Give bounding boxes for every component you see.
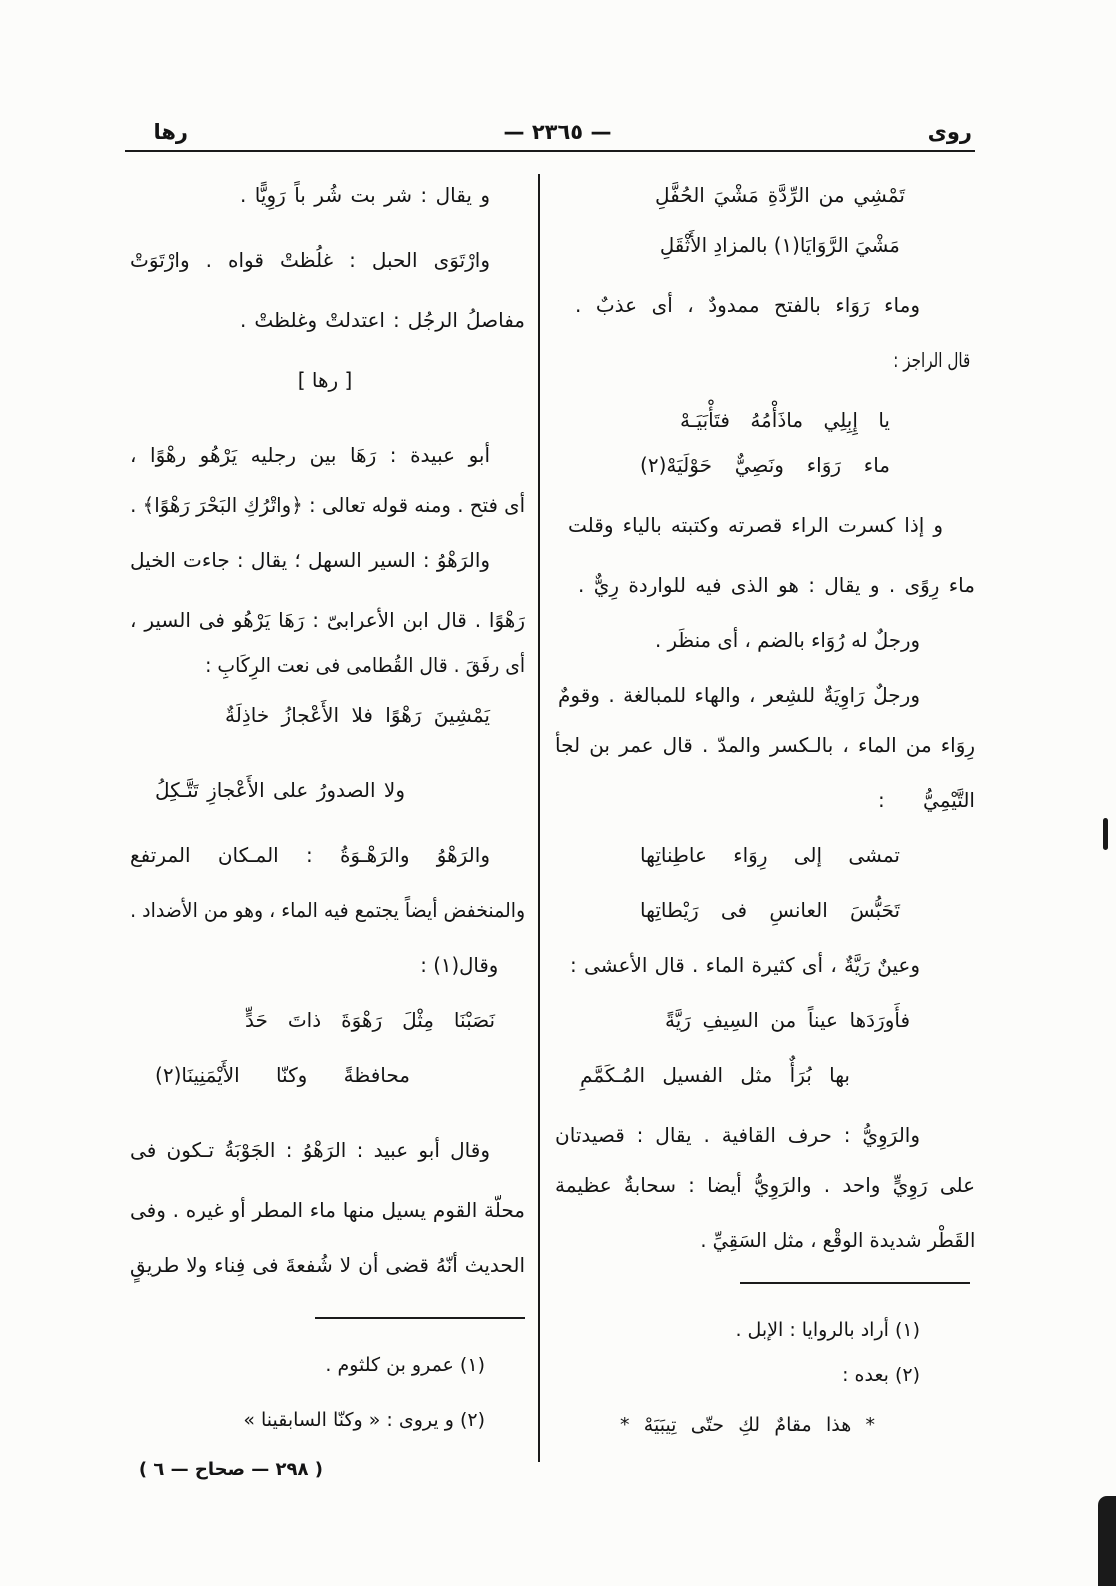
verse-line (245, 1000, 495, 1040)
verse-line-text: محافظةً وكنّا الأَيْمَنِينَا(٢) (155, 1063, 410, 1087)
text-line-text: رَهْوًا . قال ابن الأعرابىّ : رَهَا يَرْهُو فى السير ، (130, 608, 525, 632)
text-line (655, 620, 920, 660)
text-line (205, 645, 525, 685)
verse-line (660, 225, 900, 265)
text-line (578, 565, 975, 605)
text-line (558, 675, 920, 715)
footnote-verse (620, 1405, 875, 1445)
footnote-text: (١) أراد بالروايا : الإبل . (735, 1319, 920, 1341)
scan-edge-shadow (1098, 1496, 1116, 1586)
footnote-text: (٢) بعده : (842, 1364, 920, 1386)
text-line-text: والرَهْوُ : السير السهل ؛ يقال : جاءت الخيل (129, 548, 490, 572)
text-line-text: ورجلٌ له رُوَاء بالضم ، أى منظَر . (654, 628, 920, 652)
text-line-text: ماء رِوًى . و يقال : هو الذى فيه للواردة رِيٌّ . (578, 573, 975, 597)
text-line-text: أى فتح . ومنه قوله تعالى : ﴿واتْرُكِ البَحْرَ رَهْوًا﴾ . (129, 493, 525, 517)
footnote-verse-text: * هذا مقامٌ لكِ حتّى تِيبَيَهْ * (620, 1414, 875, 1436)
entry-heading (290, 360, 360, 400)
verse-line-text: ولا الصدورُ على الأَعْجازِ تَتَّـكِلُ (155, 778, 405, 802)
verse-line (640, 835, 900, 875)
text-line (893, 340, 970, 380)
footnote-rule (740, 1282, 970, 1284)
text-line-text: والمنخفض أيضاً يجتمع فيه الماء ، وهو من الأضداد . (130, 898, 525, 922)
verse-line-text: تمشى إلى رِوَاء عاطِناتِها (640, 843, 900, 867)
verse-line (680, 400, 890, 440)
footnote-text: (١) عمرو بن كلثوم . (325, 1354, 485, 1376)
verse-line-text: يَمْشِينَ رَهْوًا فلا الأَعْجازُ خاذِلَةٌ (225, 703, 490, 727)
text-line-text: وقال أبو عبيد : الرَهْوُ : الجَوْبَةُ تـكون فى (130, 1138, 490, 1162)
running-head-right-text: روى (927, 120, 972, 144)
text-line-text: و إذا كسرت الراء قصرته وكتبته بالياء وقلت (568, 513, 943, 537)
verse-line-text: بها بُرَأٌ مثل الفسيل المُـكَمَّمِ (580, 1063, 850, 1087)
text-line (240, 300, 525, 340)
page-number (495, 112, 620, 152)
signature-mark-text: ( ٢٩٨ — صحاح — ٦ ) (138, 1459, 323, 1480)
text-line (130, 435, 490, 475)
text-line-text: وماء رَوَاء بالفتح ممدودٌ ، أى عذبٌ . (575, 293, 920, 317)
text-line-text: الحديث أنّهُ قضى أن لا شُفعةَ فى فِناء ولا طريقٍ (130, 1253, 525, 1277)
verse-line-text: يا إِبِلِي ماذَأْمُهُ فتَأْبَيَـهْ (680, 408, 890, 432)
scan-edge-mark (1103, 818, 1108, 850)
running-head-left (140, 112, 188, 152)
footnote-text: (٢) و يروى : « وكنّا السابقينا » (243, 1409, 485, 1431)
verse-line-text: تَحَبُّسَ العانسِ فى رَيْطاتِها (640, 898, 900, 922)
header-rule (125, 150, 975, 152)
footnote-rule (315, 1317, 525, 1319)
verse-line (155, 770, 405, 810)
signature-mark (118, 1450, 323, 1490)
footnote (815, 1355, 920, 1395)
footnote (715, 1310, 920, 1350)
verse-line (655, 175, 905, 215)
text-line (130, 240, 490, 280)
footnote (225, 1400, 485, 1440)
verse-line (665, 1000, 910, 1040)
verse-line (640, 890, 900, 930)
entry-heading-text: [ رها ] (297, 368, 353, 392)
text-line (570, 945, 920, 985)
text-line-text: ورجلٌ رَاوِيَةٌ للشِعر ، والهاء للمبالغة . وقومٌ (557, 683, 920, 707)
verse-line (640, 445, 890, 485)
text-line-text: وارْتَوَى الحبل : غلُظتْ قواه . وارْتَوَتْ (130, 248, 490, 272)
text-line (130, 600, 525, 640)
text-line (568, 505, 943, 545)
text-line-text: محلّة القوم يسيل منها ماء المطر أو غيره . وفى (130, 1198, 525, 1222)
text-line (130, 485, 525, 525)
running-head-right (922, 112, 972, 152)
text-line-text: أى رفَقَ . قال القُطامى فى نعت الرِكَابِ : (204, 653, 525, 677)
verse-line (225, 695, 490, 735)
verse-line-text: ماء رَوَاء ونَصِيٌّ حَوْلَيَهْ(٢) (640, 453, 890, 477)
verse-line-text: نَصَبْنَا مِثْلَ رَهْوَةَ ذاتَ حَدٍّ (245, 1008, 495, 1032)
text-line-text: التَّيْمِيُّ : (878, 788, 975, 812)
text-line-text: وعينٌ رَيَّةٌ ، أى كثيرة الماء . قال الأعشى : (570, 953, 920, 977)
text-line (555, 1115, 920, 1155)
verse-line-text: مَشْيَ الرَّوَايَا(١) بالمزادِ الأَثْقَلِ (659, 233, 900, 257)
text-line-text: أبو عبيدة : رَهَا بين رجليه يَرْهُو رهْوًا ، (130, 443, 490, 467)
verse-line (155, 1055, 410, 1095)
text-line (240, 175, 490, 215)
page-number-text: — ٢٣٦٥ — (503, 120, 612, 144)
text-line-text: على رَوِيٍّ واحد . والرَوِيُّ أيضا : سحابةٌ عظيمة (554, 1173, 975, 1197)
text-line-text: مفاصلُ الرجُل : اعتدلتْ وغلظتْ . (239, 308, 525, 332)
text-line (700, 1220, 975, 1260)
verse-line-text: فأَورَدَها عيناً من السِيفِ رَيَّةً (665, 1008, 910, 1032)
text-line-text: و يقال : شر بت شُر باً رَوِيًّا . (240, 183, 490, 207)
column-divider (538, 174, 540, 1462)
text-line-text: والرَهْوُ والرَهْـوَةُ : المـكان المرتفع (130, 843, 490, 867)
text-line-text: قال الراجز : (892, 348, 970, 372)
text-line (130, 835, 490, 875)
text-line-text: القَطْر شديدة الوقْع ، مثل السَقِيِّ . (699, 1228, 975, 1252)
text-line-text: رِوَاء من الماء ، بالـكسر والمدّ . قال عمر بن لجأ (555, 733, 975, 757)
text-line (130, 540, 490, 580)
text-line (130, 1245, 525, 1285)
footnote (305, 1345, 485, 1385)
text-line (130, 1190, 525, 1230)
text-line (575, 285, 920, 325)
verse-line (580, 1055, 850, 1095)
running-head-left-text: رها (153, 120, 188, 144)
text-line-text: وقال(١) : (419, 953, 498, 977)
text-line (130, 890, 525, 930)
text-line (555, 725, 975, 765)
text-line (878, 780, 975, 820)
text-line (130, 1130, 490, 1170)
text-line-text: والرَوِيُّ : حرف القافية . يقال : قصيدتان (555, 1123, 920, 1147)
text-line (420, 945, 498, 985)
verse-line-text: تَمْشِي من الرِّدَّةِ مَشْيَ الحُفَّلِ (655, 183, 905, 207)
text-line (555, 1165, 975, 1205)
